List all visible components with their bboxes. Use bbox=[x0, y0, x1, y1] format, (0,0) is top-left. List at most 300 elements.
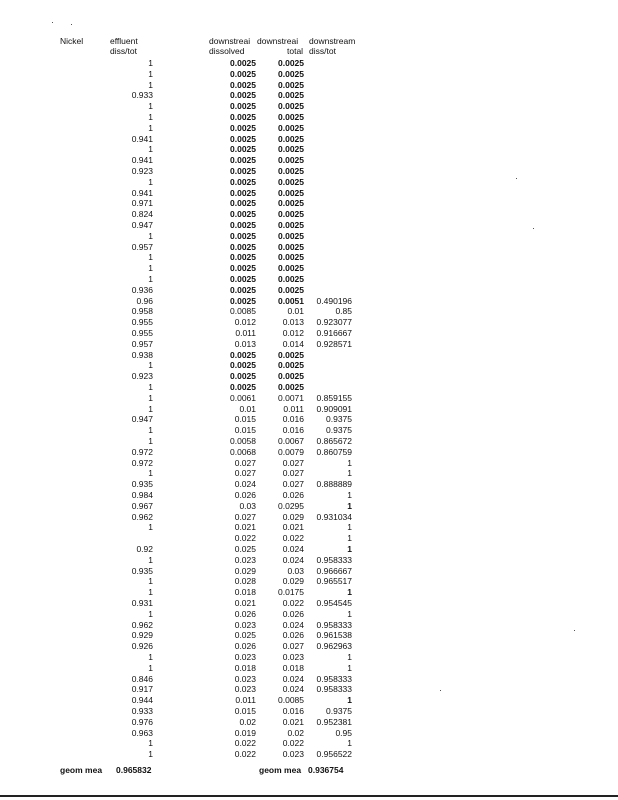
ds-total-cell: 0.0295 bbox=[278, 500, 304, 511]
scan-speck bbox=[574, 630, 575, 631]
table-row bbox=[0, 501, 618, 512]
effluent-cell: 0.962 bbox=[131, 511, 153, 522]
ds-dissolved-cell: 0.0025 bbox=[230, 295, 256, 306]
effluent-cell: 0.957 bbox=[131, 338, 153, 349]
table-row bbox=[0, 134, 618, 145]
effluent-cell: 0.955 bbox=[131, 328, 153, 338]
effluent-cell: 1 bbox=[148, 252, 153, 263]
effluent-cell: 0.938 bbox=[131, 349, 153, 360]
ds-total-cell: 0.0175 bbox=[278, 587, 304, 598]
effluent-cell: 1 bbox=[148, 425, 153, 436]
effluent-cell: 1 bbox=[148, 230, 153, 241]
ds-ratio-cell: 1 bbox=[347, 587, 352, 598]
table-row bbox=[0, 414, 618, 425]
table-row bbox=[0, 738, 618, 749]
ds-total-cell: 0.0025 bbox=[278, 209, 304, 220]
ds-total-cell: 0.0025 bbox=[278, 382, 304, 392]
ds-dissolved-cell: 0.028 bbox=[234, 576, 256, 587]
table-row bbox=[0, 555, 618, 566]
ds-total-cell: 0.0025 bbox=[278, 252, 304, 263]
footer-downstream-label: geom mea bbox=[259, 765, 302, 775]
ds-ratio-cell: 0.966667 bbox=[316, 565, 352, 576]
ds-ratio-cell: 1 bbox=[347, 662, 352, 673]
footer-downstream-value: 0.936754 bbox=[308, 765, 344, 775]
ds-ratio-cell: 0.9375 bbox=[326, 425, 352, 436]
effluent-cell: 0.967 bbox=[131, 500, 153, 511]
table-row bbox=[0, 69, 618, 80]
table-row bbox=[0, 328, 618, 339]
effluent-cell: 0.972 bbox=[131, 446, 153, 457]
table-row bbox=[0, 101, 618, 112]
table-row bbox=[0, 306, 618, 317]
ds-ratio-cell: 0.958333 bbox=[316, 673, 352, 684]
table-row bbox=[0, 587, 618, 598]
ds-total-cell: 0.0025 bbox=[278, 176, 304, 187]
ds-total-cell: 0.0025 bbox=[278, 58, 304, 68]
effluent-cell: 0.933 bbox=[131, 706, 153, 716]
effluent-cell: 0.947 bbox=[131, 414, 153, 425]
effluent-cell: 1 bbox=[148, 122, 153, 133]
ds-ratio-cell: 0.9375 bbox=[326, 414, 352, 425]
table-row bbox=[0, 123, 618, 134]
effluent-cell: 1 bbox=[148, 144, 153, 155]
table-row bbox=[0, 382, 618, 393]
ds-total-cell: 0.0051 bbox=[278, 295, 304, 306]
ds-dissolved-cell: 0.01 bbox=[239, 403, 256, 414]
table-row bbox=[0, 533, 618, 544]
table-row bbox=[0, 80, 618, 91]
ds-total-cell: 0.027 bbox=[282, 479, 304, 490]
ds-total-cell: 0.012 bbox=[282, 328, 304, 338]
effluent-cell: 1 bbox=[148, 749, 153, 760]
effluent-cell: 0.984 bbox=[131, 490, 153, 500]
table-row bbox=[0, 566, 618, 577]
effluent-cell: 0.955 bbox=[131, 317, 153, 328]
effluent-cell: 1 bbox=[148, 436, 153, 446]
ds-total-cell: 0.026 bbox=[282, 608, 304, 619]
ds-ratio-cell: 1 bbox=[347, 533, 352, 544]
effluent-cell: 0.947 bbox=[131, 220, 153, 230]
ds-dissolved-cell: 0.022 bbox=[234, 533, 256, 544]
header-effluent-line2: diss/tot bbox=[110, 46, 137, 56]
ds-dissolved-cell: 0.0025 bbox=[230, 349, 256, 360]
ds-total-cell: 0.0025 bbox=[278, 155, 304, 166]
ds-dissolved-cell: 0.0058 bbox=[230, 436, 256, 446]
table-row bbox=[0, 458, 618, 469]
ds-total-cell: 0.024 bbox=[282, 554, 304, 565]
table-row bbox=[0, 220, 618, 231]
ds-ratio-cell: 1 bbox=[347, 468, 352, 479]
ds-dissolved-cell: 0.0025 bbox=[230, 198, 256, 209]
effluent-cell: 1 bbox=[148, 58, 153, 68]
ds-total-cell: 0.0025 bbox=[278, 220, 304, 230]
ds-dissolved-cell: 0.019 bbox=[234, 727, 256, 738]
ds-dissolved-cell: 0.0085 bbox=[230, 306, 256, 317]
ds-dissolved-cell: 0.015 bbox=[234, 414, 256, 425]
ds-dissolved-cell: 0.013 bbox=[234, 338, 256, 349]
ds-total-cell: 0.0025 bbox=[278, 90, 304, 101]
ds-total-cell: 0.0025 bbox=[278, 187, 304, 198]
table-row bbox=[0, 425, 618, 436]
table-row bbox=[0, 490, 618, 501]
ds-total-cell: 0.026 bbox=[282, 630, 304, 641]
table-row bbox=[0, 695, 618, 706]
ds-total-cell: 0.0025 bbox=[278, 133, 304, 144]
scan-speck bbox=[440, 690, 441, 691]
table-row bbox=[0, 242, 618, 253]
ds-total-cell: 0.024 bbox=[282, 673, 304, 684]
ds-ratio-cell: 0.9375 bbox=[326, 706, 352, 716]
table-row bbox=[0, 728, 618, 739]
effluent-cell: 0.944 bbox=[131, 695, 153, 706]
ds-total-cell: 0.027 bbox=[282, 468, 304, 479]
ds-total-cell: 0.01 bbox=[287, 306, 304, 317]
ds-total-cell: 0.016 bbox=[282, 414, 304, 425]
effluent-cell: 1 bbox=[148, 392, 153, 403]
ds-dissolved-cell: 0.023 bbox=[234, 554, 256, 565]
table-row bbox=[0, 58, 618, 69]
ds-total-cell: 0.03 bbox=[287, 565, 304, 576]
effluent-cell: 1 bbox=[148, 79, 153, 90]
table-row bbox=[0, 177, 618, 188]
table-row bbox=[0, 522, 618, 533]
table-row bbox=[0, 641, 618, 652]
ds-ratio-cell: 1 bbox=[347, 695, 352, 706]
effluent-cell: 0.971 bbox=[131, 198, 153, 209]
ds-dissolved-cell: 0.023 bbox=[234, 684, 256, 695]
ds-ratio-cell: 0.956522 bbox=[316, 749, 352, 760]
ds-total-cell: 0.022 bbox=[282, 533, 304, 544]
ds-total-cell: 0.0025 bbox=[278, 68, 304, 79]
table-row bbox=[0, 371, 618, 382]
ds-total-cell: 0.011 bbox=[283, 403, 304, 414]
scan-speck bbox=[533, 228, 534, 229]
ds-dissolved-cell: 0.0025 bbox=[230, 90, 256, 101]
ds-dissolved-cell: 0.0025 bbox=[230, 382, 256, 392]
effluent-cell: 1 bbox=[148, 652, 153, 662]
ds-dissolved-cell: 0.0025 bbox=[230, 263, 256, 274]
effluent-cell: 1 bbox=[148, 101, 153, 112]
ds-total-cell: 0.016 bbox=[282, 706, 304, 716]
ds-total-cell: 0.0025 bbox=[278, 284, 304, 295]
ds-total-cell: 0.02 bbox=[287, 727, 304, 738]
effluent-cell: 0.92 bbox=[136, 544, 153, 554]
ds-total-cell: 0.0025 bbox=[278, 274, 304, 284]
table-row bbox=[0, 749, 618, 760]
ds-total-cell: 0.0025 bbox=[278, 349, 304, 360]
ds-dissolved-cell: 0.0025 bbox=[230, 155, 256, 166]
table-row bbox=[0, 155, 618, 166]
ds-dissolved-cell: 0.029 bbox=[234, 565, 256, 576]
effluent-cell: 1 bbox=[148, 554, 153, 565]
ds-dissolved-cell: 0.0025 bbox=[230, 144, 256, 155]
table-row bbox=[0, 112, 618, 123]
ds-ratio-cell: 0.490196 bbox=[316, 295, 352, 306]
effluent-cell: 0.846 bbox=[131, 673, 153, 684]
effluent-cell: 1 bbox=[148, 662, 153, 673]
ds-total-cell: 0.014 bbox=[282, 338, 304, 349]
footer-effluent-label: geom mea bbox=[60, 765, 103, 775]
effluent-cell: 0.972 bbox=[131, 457, 153, 468]
ds-total-cell: 0.024 bbox=[282, 684, 304, 695]
ds-dissolved-cell: 0.022 bbox=[234, 738, 256, 749]
table-row bbox=[0, 468, 618, 479]
ds-dissolved-cell: 0.018 bbox=[234, 587, 256, 598]
ds-ratio-cell: 0.909091 bbox=[316, 403, 352, 414]
ds-ratio-cell: 0.958333 bbox=[316, 684, 352, 695]
table-row bbox=[0, 339, 618, 350]
table-row bbox=[0, 436, 618, 447]
ds-ratio-cell: 0.958333 bbox=[316, 619, 352, 630]
ds-ratio-cell: 0.958333 bbox=[316, 554, 352, 565]
effluent-cell: 0.824 bbox=[131, 209, 153, 220]
ds-total-cell: 0.0025 bbox=[278, 371, 304, 382]
effluent-cell: 1 bbox=[148, 403, 153, 414]
table-row bbox=[0, 393, 618, 404]
effluent-cell: 0.96 bbox=[136, 295, 153, 306]
effluent-cell: 1 bbox=[148, 522, 153, 533]
header-ds-ratio-line2: diss/tot bbox=[309, 46, 336, 56]
effluent-cell: 0.958 bbox=[131, 306, 153, 317]
ds-total-cell: 0.022 bbox=[282, 738, 304, 749]
table-row bbox=[0, 274, 618, 285]
table-row bbox=[0, 620, 618, 631]
ds-dissolved-cell: 0.026 bbox=[234, 641, 256, 652]
ds-dissolved-cell: 0.0025 bbox=[230, 79, 256, 90]
ds-total-cell: 0.022 bbox=[282, 598, 304, 608]
ds-dissolved-cell: 0.0025 bbox=[230, 68, 256, 79]
ds-ratio-cell: 0.888889 bbox=[316, 479, 352, 490]
effluent-cell: 0.933 bbox=[131, 90, 153, 101]
ds-dissolved-cell: 0.0025 bbox=[230, 187, 256, 198]
ds-total-cell: 0.0079 bbox=[278, 446, 304, 457]
ds-total-cell: 0.023 bbox=[282, 749, 304, 760]
effluent-cell: 1 bbox=[148, 274, 153, 284]
ds-dissolved-cell: 0.015 bbox=[234, 425, 256, 436]
ds-dissolved-cell: 0.0025 bbox=[230, 176, 256, 187]
effluent-cell: 0.935 bbox=[131, 565, 153, 576]
ds-dissolved-cell: 0.0025 bbox=[230, 274, 256, 284]
header-ds-dissolved-line1: downstreai bbox=[209, 36, 251, 46]
scan-speck bbox=[52, 22, 53, 23]
ds-dissolved-cell: 0.023 bbox=[234, 673, 256, 684]
effluent-cell: 1 bbox=[148, 263, 153, 274]
ds-ratio-cell: 0.916667 bbox=[316, 328, 352, 338]
ds-dissolved-cell: 0.0025 bbox=[230, 166, 256, 176]
header-ds-dissolved-line2: dissolved bbox=[209, 46, 245, 56]
ds-total-cell: 0.024 bbox=[282, 544, 304, 554]
effluent-cell: 0.941 bbox=[131, 187, 153, 198]
ds-dissolved-cell: 0.0025 bbox=[230, 220, 256, 230]
ds-ratio-cell: 0.860759 bbox=[316, 446, 352, 457]
effluent-cell: 0.976 bbox=[131, 716, 153, 727]
table-row bbox=[0, 90, 618, 101]
ds-ratio-cell: 0.952381 bbox=[316, 716, 352, 727]
table-row bbox=[0, 663, 618, 674]
ds-total-cell: 0.0071 bbox=[278, 392, 304, 403]
ds-total-cell: 0.013 bbox=[282, 317, 304, 328]
effluent-cell: 1 bbox=[148, 176, 153, 187]
table-row bbox=[0, 252, 618, 263]
ds-ratio-cell: 0.865672 bbox=[316, 436, 352, 446]
effluent-cell: 1 bbox=[148, 360, 153, 371]
ds-dissolved-cell: 0.0025 bbox=[230, 284, 256, 295]
table-row bbox=[0, 479, 618, 490]
header-metal: Nickel bbox=[60, 36, 84, 46]
effluent-cell: 0.935 bbox=[131, 479, 153, 490]
table-row bbox=[0, 447, 618, 458]
ds-ratio-cell: 1 bbox=[347, 522, 352, 533]
table-row bbox=[0, 706, 618, 717]
table-row bbox=[0, 598, 618, 609]
effluent-cell: 0.926 bbox=[131, 641, 153, 652]
ds-dissolved-cell: 0.026 bbox=[234, 490, 256, 500]
scan-speck bbox=[516, 178, 517, 179]
header-ds-ratio-line1: downstream bbox=[309, 36, 356, 46]
table-row bbox=[0, 652, 618, 663]
effluent-cell: 0.923 bbox=[131, 166, 153, 176]
ds-dissolved-cell: 0.0061 bbox=[230, 392, 256, 403]
ds-ratio-cell: 1 bbox=[347, 738, 352, 749]
ds-ratio-cell: 0.962963 bbox=[316, 641, 352, 652]
ds-ratio-cell: 0.931034 bbox=[316, 511, 352, 522]
table-row bbox=[0, 544, 618, 555]
effluent-cell: 1 bbox=[148, 608, 153, 619]
ds-dissolved-cell: 0.023 bbox=[234, 619, 256, 630]
ds-ratio-cell: 0.965517 bbox=[316, 576, 352, 587]
scan-speck bbox=[71, 24, 72, 25]
ds-ratio-cell: 0.85 bbox=[335, 306, 352, 317]
table-row bbox=[0, 317, 618, 328]
table-row bbox=[0, 209, 618, 220]
table-row bbox=[0, 198, 618, 209]
ds-total-cell: 0.024 bbox=[282, 619, 304, 630]
effluent-cell: 0.941 bbox=[131, 133, 153, 144]
ds-dissolved-cell: 0.027 bbox=[234, 457, 256, 468]
ds-dissolved-cell: 0.026 bbox=[234, 608, 256, 619]
ds-total-cell: 0.0025 bbox=[278, 101, 304, 112]
header-ds-total-line2: total bbox=[287, 46, 304, 56]
effluent-cell: 0.962 bbox=[131, 619, 153, 630]
effluent-cell: 1 bbox=[148, 738, 153, 749]
ds-total-cell: 0.0025 bbox=[278, 230, 304, 241]
ds-total-cell: 0.029 bbox=[282, 511, 304, 522]
ds-total-cell: 0.0067 bbox=[278, 436, 304, 446]
ds-dissolved-cell: 0.018 bbox=[234, 662, 256, 673]
ds-total-cell: 0.0025 bbox=[278, 122, 304, 133]
ds-total-cell: 0.0085 bbox=[278, 695, 304, 706]
ds-total-cell: 0.018 bbox=[282, 662, 304, 673]
ds-total-cell: 0.0025 bbox=[278, 144, 304, 155]
ds-total-cell: 0.026 bbox=[282, 490, 304, 500]
ds-dissolved-cell: 0.012 bbox=[234, 317, 256, 328]
ds-total-cell: 0.027 bbox=[282, 641, 304, 652]
table-row bbox=[0, 717, 618, 728]
ds-dissolved-cell: 0.0025 bbox=[230, 58, 256, 68]
ds-dissolved-cell: 0.015 bbox=[234, 706, 256, 716]
ds-total-cell: 0.0025 bbox=[278, 198, 304, 209]
ds-total-cell: 0.0025 bbox=[278, 360, 304, 371]
table-row bbox=[0, 576, 618, 587]
ds-dissolved-cell: 0.021 bbox=[234, 522, 256, 533]
ds-dissolved-cell: 0.0025 bbox=[230, 112, 256, 122]
ds-ratio-cell: 0.954545 bbox=[316, 598, 352, 608]
table-row bbox=[0, 630, 618, 641]
effluent-cell: 1 bbox=[148, 382, 153, 392]
effluent-cell: 0.931 bbox=[131, 598, 153, 608]
ds-dissolved-cell: 0.0025 bbox=[230, 122, 256, 133]
table-row bbox=[0, 263, 618, 274]
effluent-cell: 1 bbox=[148, 468, 153, 479]
effluent-cell: 1 bbox=[148, 112, 153, 122]
effluent-cell: 0.929 bbox=[131, 630, 153, 641]
ds-dissolved-cell: 0.027 bbox=[234, 468, 256, 479]
ds-dissolved-cell: 0.022 bbox=[234, 749, 256, 760]
ds-total-cell: 0.021 bbox=[282, 716, 304, 727]
ds-ratio-cell: 1 bbox=[347, 500, 352, 511]
header-ds-total-line1: downstreai bbox=[257, 36, 299, 46]
ds-total-cell: 0.0025 bbox=[278, 241, 304, 252]
footer-effluent-value: 0.965832 bbox=[116, 765, 152, 775]
ds-total-cell: 0.0025 bbox=[278, 79, 304, 90]
effluent-cell: 0.923 bbox=[131, 371, 153, 382]
ds-ratio-cell: 0.928571 bbox=[316, 338, 352, 349]
table-row bbox=[0, 166, 618, 177]
ds-ratio-cell: 0.859155 bbox=[316, 392, 352, 403]
ds-dissolved-cell: 0.011 bbox=[235, 695, 256, 706]
table-row bbox=[0, 674, 618, 685]
ds-dissolved-cell: 0.0025 bbox=[230, 209, 256, 220]
ds-ratio-cell: 1 bbox=[347, 457, 352, 468]
header-effluent-line1: effluent bbox=[110, 36, 138, 46]
ds-dissolved-cell: 0.025 bbox=[234, 544, 256, 554]
effluent-cell: 1 bbox=[148, 587, 153, 598]
ds-dissolved-cell: 0.027 bbox=[234, 511, 256, 522]
ds-dissolved-cell: 0.0025 bbox=[230, 371, 256, 382]
effluent-cell: 1 bbox=[148, 68, 153, 79]
ds-total-cell: 0.023 bbox=[282, 652, 304, 662]
table-row bbox=[0, 350, 618, 361]
ds-ratio-cell: 1 bbox=[347, 490, 352, 500]
ds-total-cell: 0.016 bbox=[282, 425, 304, 436]
table-row bbox=[0, 404, 618, 415]
ds-ratio-cell: 0.923077 bbox=[316, 317, 352, 328]
ds-dissolved-cell: 0.03 bbox=[239, 500, 256, 511]
table-row bbox=[0, 231, 618, 242]
ds-ratio-cell: 0.961538 bbox=[316, 630, 352, 641]
effluent-cell: 0.941 bbox=[131, 155, 153, 166]
ds-dissolved-cell: 0.0068 bbox=[230, 446, 256, 457]
ds-dissolved-cell: 0.0025 bbox=[230, 241, 256, 252]
ds-ratio-cell: 1 bbox=[347, 544, 352, 554]
table-row bbox=[0, 360, 618, 371]
ds-dissolved-cell: 0.021 bbox=[234, 598, 256, 608]
effluent-cell: 1 bbox=[148, 576, 153, 587]
table-row bbox=[0, 144, 618, 155]
ds-total-cell: 0.0025 bbox=[278, 112, 304, 122]
effluent-cell: 0.917 bbox=[131, 684, 153, 695]
table-row bbox=[0, 296, 618, 307]
ds-dissolved-cell: 0.025 bbox=[234, 630, 256, 641]
effluent-cell: 0.957 bbox=[131, 241, 153, 252]
table-row bbox=[0, 684, 618, 695]
ds-total-cell: 0.029 bbox=[282, 576, 304, 587]
ds-dissolved-cell: 0.023 bbox=[234, 652, 256, 662]
ds-dissolved-cell: 0.0025 bbox=[230, 252, 256, 263]
ds-dissolved-cell: 0.011 bbox=[235, 328, 256, 338]
ds-total-cell: 0.0025 bbox=[278, 166, 304, 176]
table-row bbox=[0, 188, 618, 199]
